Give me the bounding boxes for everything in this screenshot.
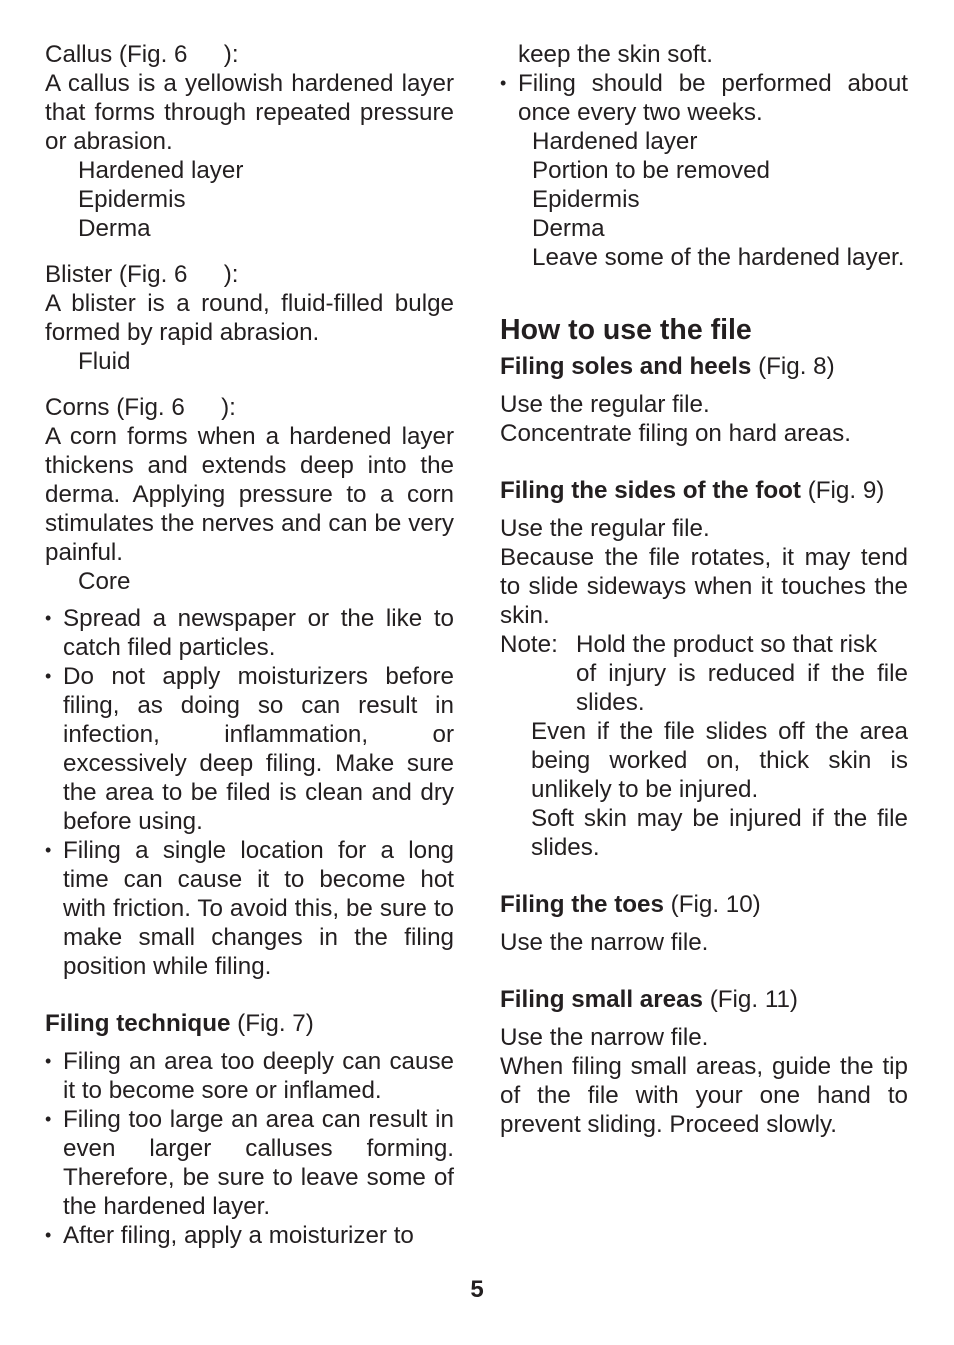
note-detail: Soft skin may be injured if the file slides. xyxy=(531,805,908,861)
blister-label: Fluid xyxy=(78,348,131,375)
bullet-item: • Filing a single location for a long time can cause it to become hot with friction. To avoid this, be sure to make small changes in the filing position while filing. xyxy=(45,836,454,981)
filing-sides-heading xyxy=(500,476,908,505)
callus-label: Hardened layer xyxy=(78,157,244,184)
figure-reference: (Fig. 10) xyxy=(663,891,761,918)
instruction-line: Use the regular file. xyxy=(500,515,710,542)
note-detail: Even if the file slides off the area being worked on, thick skin is unlikely to be injured. xyxy=(531,718,908,803)
corns-heading: Corns (Fig. 6 ): xyxy=(45,394,236,421)
section-title: Filing the sides of the foot xyxy=(500,477,801,504)
figure-label: Portion to be removed xyxy=(532,157,770,184)
section-heading: How to use the file xyxy=(500,314,752,346)
figure-label: Leave some of the hardened layer. xyxy=(532,244,905,271)
instruction-line: Concentrate filing on hard areas. xyxy=(500,420,851,447)
figure-reference: (Fig. 9) xyxy=(801,477,885,504)
figure-reference: (Fig. 7) xyxy=(230,1010,314,1037)
corns-label: Core xyxy=(78,568,131,595)
bullet-item: • Spread a newspaper or the like to catch filed particles. xyxy=(45,604,454,662)
figure-label: Derma xyxy=(532,215,605,242)
filing-technique-heading xyxy=(45,1009,454,1038)
section-title: Filing technique xyxy=(45,1010,231,1037)
callus-label: Derma xyxy=(78,215,151,242)
callus-label: Epidermis xyxy=(78,186,186,213)
right-column xyxy=(500,40,908,1139)
page-number: 5 xyxy=(470,1276,484,1303)
figure-reference: (Fig. 11) xyxy=(703,986,798,1013)
instruction-line: Use the regular file. xyxy=(500,391,710,418)
bullet-item: • Do not apply moisturizers before filing, as doing so can result in infection, inflammation, or excessively deep filing. Make sure the area to be filed is clean and dry before using. xyxy=(45,662,454,836)
instruction-line: Use the narrow file. xyxy=(500,1024,709,1051)
callus-heading: Callus (Fig. 6 ): xyxy=(45,41,239,68)
figure-labels xyxy=(500,127,908,272)
corns-figure-labels xyxy=(45,567,454,596)
left-column xyxy=(45,40,454,1250)
callus-description: A callus is a yellowish hardened layer that forms through repeated pressure or abrasion. xyxy=(45,70,454,155)
bullet-item: • Filing an area too deeply can cause it to become sore or inflamed. xyxy=(45,1047,454,1105)
filing-toes-heading xyxy=(500,890,908,919)
bullet-item: • After filing, apply a moisturizer to xyxy=(45,1221,454,1250)
filing-small-areas-heading xyxy=(500,985,908,1014)
continued-text: keep the skin soft. xyxy=(518,41,713,68)
section-title: Filing soles and heels xyxy=(500,353,752,380)
section-title: Filing small areas xyxy=(500,986,703,1013)
figure-label: Epidermis xyxy=(532,186,640,213)
instruction-paragraph: Because the file rotates, it may tend to slide sideways when it touches the skin. xyxy=(500,544,908,629)
instruction-paragraph: When filing small areas, guide the tip of the file with your one hand to prevent sliding. Proceed slowly. xyxy=(500,1053,908,1138)
blister-figure-labels xyxy=(45,347,454,376)
bullet-item: • Filing should be performed about once every two weeks. xyxy=(500,69,908,127)
figure-reference: (Fig. 8) xyxy=(751,353,835,380)
instruction-line: Use the narrow file. xyxy=(500,929,709,956)
callus-figure-labels xyxy=(45,156,454,243)
figure-label: Hardened layer xyxy=(532,128,698,155)
filing-soles-heading xyxy=(500,352,908,381)
blister-description: A blister is a round, fluid-filled bulge formed by rapid abrasion. xyxy=(45,290,454,346)
note xyxy=(500,630,908,659)
note-text: Hold the product so that risk xyxy=(576,631,878,658)
note-text-continued: of injury is reduced if the file slides. xyxy=(576,660,908,716)
blister-heading: Blister (Fig. 6 ): xyxy=(45,261,239,288)
section-title: Filing the toes xyxy=(500,891,664,918)
corns-description: A corn forms when a hardened layer thickens and extends deep into the derma. Applying pressure to a corn stimulates the nerves and can be very painful. xyxy=(45,423,454,566)
bullet-item: • Filing too large an area can result in even larger calluses forming. Therefore, be sure to leave some of the hardened layer. xyxy=(45,1105,454,1221)
note-label: Note: xyxy=(500,631,558,658)
